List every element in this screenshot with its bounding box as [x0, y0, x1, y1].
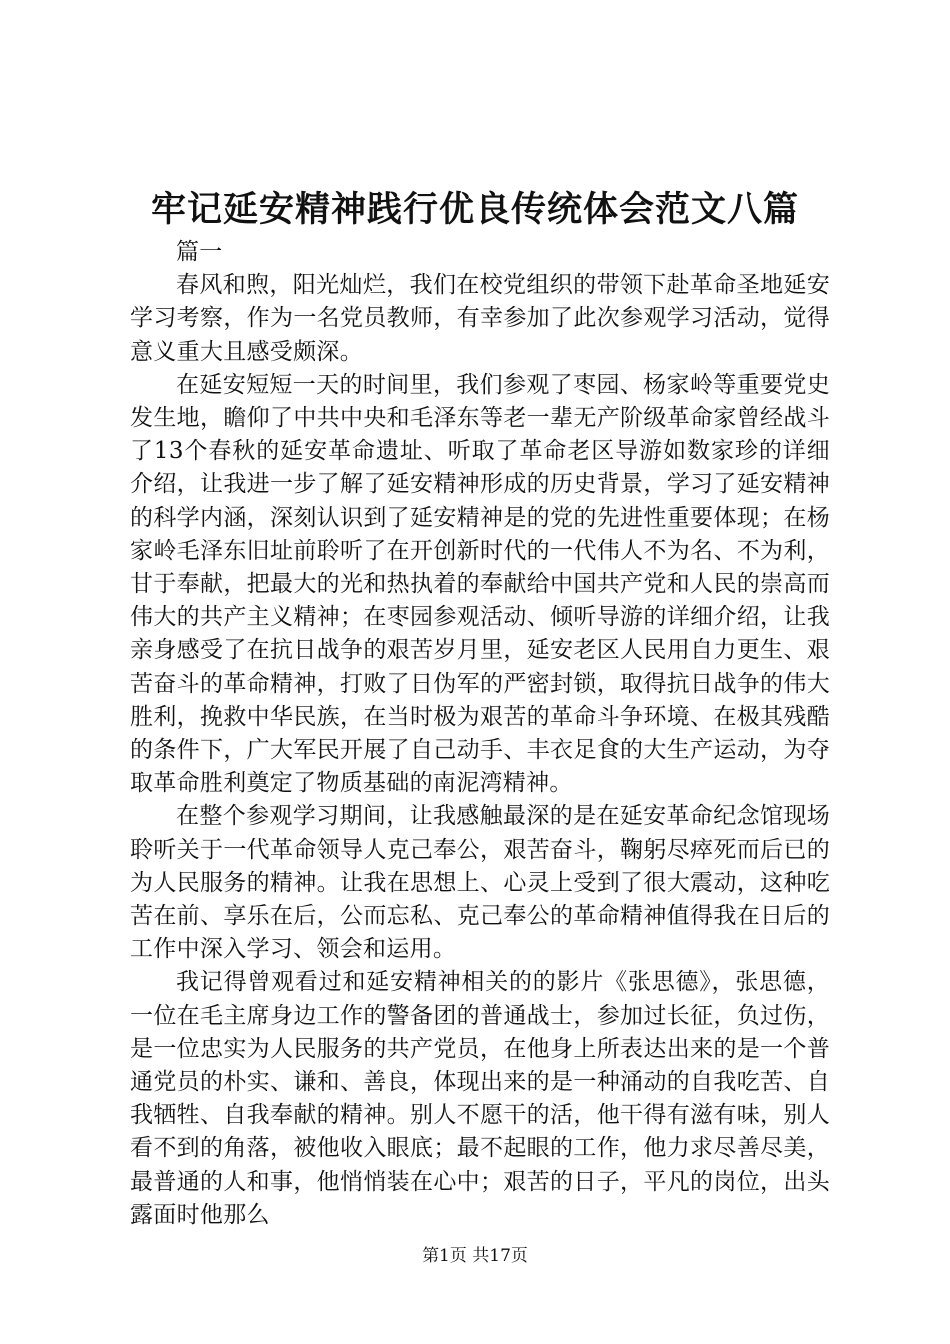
paragraph-1: 春风和煦，阳光灿烂，我们在校党组织的带领下赴革命圣地延安学习考察，作为一名党员教师，有幸参加了此次参观学习活动，觉得意义重大且感受颇深。	[130, 272, 830, 365]
paragraph-3: 在整个参观学习期间，让我感触最深的是在延安革命纪念馆现场聆听关于一代革命领导人克己奉公，艰苦奋斗，鞠躬尽瘁死而后已的为人民服务的精神。让我在思想上、心灵上受到了很大震动，这种吃苦在前、享乐在后，公而忘私、克己奉公的革命精神值得我在日后的工作中深入学习、领会和运用。	[130, 803, 830, 963]
paragraph-2: 在延安短短一天的时间里，我们参观了枣园、杨家岭等重要党史发生地，瞻仰了中共中央和毛泽东等老一辈无产阶级革命家曾经战斗了13个春秋的延安革命遗址、听取了革命老区导游如数家珍的详细介绍，让我进一步了解了延安精神形成的历史背景，学习了延安精神的科学内涵，深刻认识到了延安精神是的党的先进性重要体现；在杨家岭毛泽东旧址前聆听了在开创新时代的一代伟人不为名、不为利，甘于奉献，把最大的光和热执着的奉献给中国共产党和人民的崇高而伟大的共产主义精神；在枣园参观活动、倾听导游的详细介绍，让我亲身感受了在抗日战争的艰苦岁月里，延安老区人民用自力更生、艰苦奋斗的革命精神，打败了日伪军的严密封锁，取得抗日战争的伟大胜利，挽救中华民族，在当时极为艰苦的革命斗争环境、在极其残酷的条件下，广大军民开展了自己动手、丰衣足食的大生产运动，为夺取革命胜利奠定了物质基础的南泥湾精神。	[130, 371, 830, 797]
paragraph-4: 我记得曾观看过和延安精神相关的的影片《张思德》，张思德，一位在毛主席身边工作的警备团的普通战士，参加过长征，负过伤，是一位忠实为人民服务的共产党员，在他身上所表达出来的是一个普通党员的朴实、谦和、善良，体现出来的是一种涌动的自我吃苦、自我牺牲、自我奉献的精神。别人不愿干的活，他干得有滋有味，别人看不到的角落，被他收入眼底；最不起眼的工作，他力求尽善尽美，最普通的人和事，他悄悄装在心中；艰苦的日子，平凡的岗位，出头露面时他那么	[130, 969, 830, 1228]
document-title: 牢记延安精神践行优良传统体会范文八篇	[150, 189, 799, 230]
section-label: 篇一	[176, 239, 223, 265]
document-body	[130, 236, 830, 1232]
page-footer: 第1页 共17页	[422, 1246, 528, 1266]
